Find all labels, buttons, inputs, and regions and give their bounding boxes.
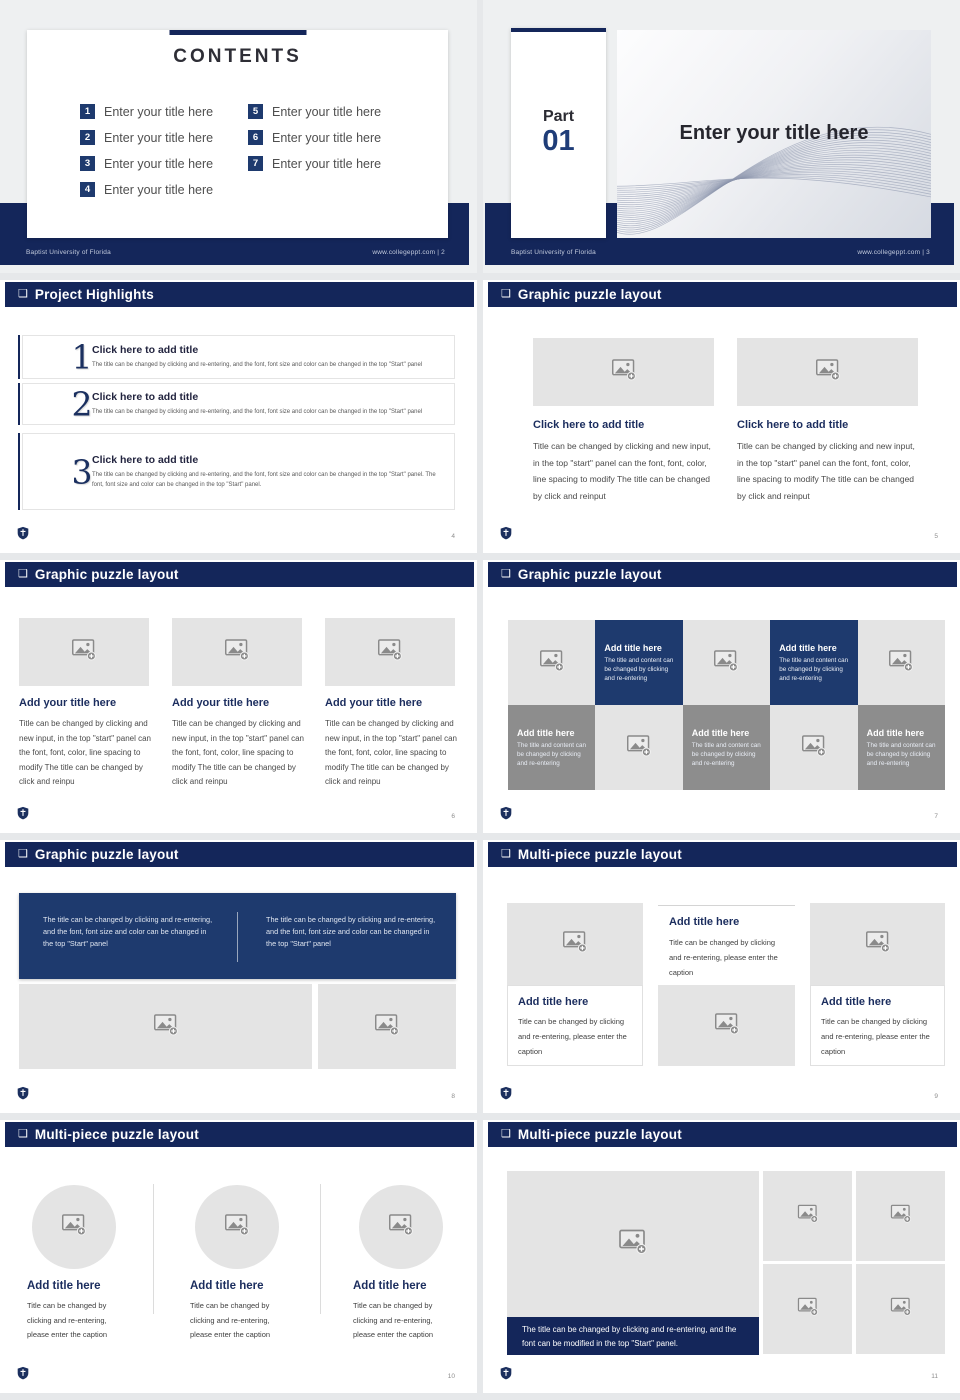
university-crest-icon	[500, 1086, 512, 1100]
separator: |	[922, 249, 925, 256]
image-placeholder-icon	[61, 1212, 87, 1242]
slide-multi-piece-cards[interactable]	[483, 840, 960, 1113]
column-body: Title can be changed by clicking and new input, in the top "start" panel can the font, font, color, line spacing to modify The title can be changed by click and reinpu	[19, 719, 151, 787]
slide-contents[interactable]	[0, 0, 477, 273]
image-placeholder-icon	[71, 637, 97, 667]
square-bullet-icon: ❑	[501, 1128, 511, 1140]
image-placeholder-icon	[374, 1012, 400, 1042]
image-placeholder-large	[507, 1171, 759, 1317]
image-placeholder-circle	[359, 1185, 443, 1269]
tile-title: Add title here	[517, 727, 575, 738]
highlight-title: Click here to add title	[92, 453, 199, 466]
slide-header-title: Multi-piece puzzle layout	[34, 1127, 199, 1142]
image-placeholder-circle	[195, 1185, 279, 1269]
slide-graphic-puzzle-three[interactable]	[0, 560, 477, 833]
tile-title: Add title here	[691, 727, 750, 738]
page-number: 8	[451, 1093, 455, 1100]
tile-body: The title and content can be changed by clicking and re-entering	[866, 741, 936, 767]
slide-header-bar	[488, 282, 957, 307]
slide-footer	[26, 249, 445, 256]
highlight-title: Click here to add title	[92, 391, 199, 403]
column-body: Title can be changed by clicking and new input, in the top "start" panel can the font, font, color, line spacing to modify The title can be changed by click and reinpu	[325, 719, 457, 787]
image-tile	[508, 620, 595, 705]
page-number: 7	[934, 813, 938, 820]
slide-header-title: Multi-piece puzzle layout	[517, 847, 682, 862]
card-caption: Title can be changed by clicking and re-entering, please enter the caption	[669, 938, 778, 977]
column-divider	[320, 1184, 321, 1314]
circle-title: Add title here	[27, 1280, 101, 1292]
slide-header-bar	[5, 842, 474, 867]
tile-body: The title and content can be changed by clicking and re-entering	[779, 656, 849, 682]
slide-project-highlights[interactable]	[0, 280, 477, 553]
separator: |	[437, 249, 440, 256]
slide-header-bar	[488, 1122, 957, 1147]
slide-header-title: Graphic puzzle layout	[517, 287, 662, 302]
image-placeholder-icon	[801, 733, 827, 763]
toc-label: Enter your title here	[272, 156, 382, 171]
image-placeholder-icon	[153, 1012, 179, 1042]
toc-label: Enter your title here	[104, 182, 214, 197]
slide-header-bar	[488, 562, 957, 587]
highlight-text	[92, 434, 454, 509]
slide-header-title: Graphic puzzle layout	[34, 847, 179, 862]
image-placeholder	[19, 984, 312, 1069]
site-url: www.collegeppt.com	[857, 249, 921, 256]
card-title: Add title here	[669, 916, 740, 928]
slide-header-title: Project Highlights	[34, 287, 154, 302]
square-bullet-icon: ❑	[501, 568, 511, 580]
toc-item	[80, 104, 213, 119]
toc-column-left	[80, 104, 213, 208]
image-placeholder-icon	[797, 1296, 819, 1322]
accent-bar	[511, 28, 606, 32]
toc-item	[80, 130, 213, 145]
toc-column-right	[248, 104, 381, 182]
page-number: 2	[441, 249, 445, 256]
highlight-text	[92, 384, 454, 424]
page-number: 11	[931, 1373, 938, 1380]
slide-graphic-puzzle-banner[interactable]	[0, 840, 477, 1113]
image-placeholder-icon	[562, 929, 588, 959]
circle-title: Add title here	[190, 1280, 264, 1292]
highlight-number: 3	[71, 452, 93, 491]
square-bullet-icon: ❑	[18, 288, 28, 300]
part-number: 01	[542, 125, 575, 157]
toc-item	[80, 182, 213, 197]
image-placeholder	[737, 338, 918, 406]
slide-graphic-puzzle-two[interactable]	[483, 280, 960, 553]
toc-number-badge: 6	[248, 130, 263, 145]
toc-item	[248, 156, 381, 171]
highlight-number: 2	[71, 384, 93, 424]
toc-item	[248, 130, 381, 145]
toc-item	[80, 156, 213, 171]
slide-header-bar	[488, 842, 957, 867]
navy-text-banner	[19, 893, 456, 979]
tile-title: Add title here	[604, 642, 662, 653]
tile-title: Add title here	[779, 642, 837, 653]
university-crest-icon	[17, 1086, 29, 1100]
caption-card	[810, 985, 945, 1066]
column-body: Title can be changed by clicking and new input, in the top "start" panel can the font, font, color, line spacing to modify The title can be changed by click and reinput	[737, 441, 915, 501]
image-placeholder	[810, 903, 945, 985]
university-name: Baptist University of Florida	[26, 249, 111, 256]
slide-header-title: Multi-piece puzzle layout	[517, 1127, 682, 1142]
circle-caption: Title can be changed by clicking and re-entering, please enter the caption	[27, 1301, 108, 1339]
page-number: 5	[934, 533, 938, 540]
cover-wave-graphic	[617, 30, 931, 238]
contents-card	[27, 30, 448, 238]
section-title: Enter your title here	[679, 122, 869, 144]
image-placeholder	[856, 1171, 945, 1261]
slide-part-01[interactable]	[483, 0, 960, 273]
page-number: 10	[447, 1373, 455, 1380]
image-placeholder	[856, 1264, 945, 1354]
image-placeholder	[763, 1171, 852, 1261]
image-placeholder-icon	[713, 648, 739, 678]
image-tile	[770, 705, 857, 790]
toc-number-badge: 4	[80, 182, 95, 197]
column-title: Add your title here	[172, 697, 270, 709]
image-placeholder-icon	[888, 648, 914, 678]
tile-body: The title and content can be changed by clicking and re-entering	[691, 741, 761, 767]
card-title: Add title here	[821, 996, 892, 1008]
image-placeholder-icon	[388, 1212, 414, 1242]
image-placeholder-icon	[890, 1296, 912, 1322]
banner-divider	[237, 912, 238, 962]
toc-number-badge: 1	[80, 104, 95, 119]
toc-label: Enter your title here	[104, 104, 214, 119]
circle-caption: Title can be changed by clicking and re-entering, please enter the caption	[353, 1301, 434, 1339]
highlight-item-2	[22, 383, 455, 425]
column-body: Title can be changed by clicking and new input, in the top "start" panel can the font, font, color, line spacing to modify The title can be changed by click and reinput	[533, 441, 711, 501]
page-number: 3	[926, 249, 930, 256]
circle-title: Add title here	[353, 1280, 427, 1292]
image-placeholder-icon	[224, 1212, 250, 1242]
toc-number-badge: 3	[80, 156, 95, 171]
page-number: 6	[451, 813, 455, 820]
university-crest-icon	[500, 526, 512, 540]
caption-bar: The title can be changed by clicking and re-entering, and the font can be modified in the top "Start" panel.	[507, 1317, 759, 1355]
slide-header-bar	[5, 282, 474, 307]
banner-text-left: The title can be changed by clicking and re-entering, and the font, font size and color can be changed in the top "Start" panel	[43, 915, 213, 948]
tile-body: The title and content can be changed by clicking and re-entering	[517, 741, 586, 767]
part-card	[511, 28, 606, 238]
site-url: www.collegeppt.com	[372, 249, 436, 256]
square-bullet-icon: ❑	[501, 288, 511, 300]
slide-multi-piece-grid[interactable]	[483, 1120, 960, 1393]
column-title: Click here to add title	[737, 419, 849, 431]
page-number: 4	[451, 533, 455, 540]
university-crest-icon	[17, 526, 29, 540]
highlight-body: The title can be changed by clicking and re-entering, and the font, font size and color can be changed in the top "Start" panel	[92, 362, 423, 368]
text-tile-gray	[858, 705, 945, 790]
university-crest-icon	[500, 1366, 512, 1380]
image-placeholder	[658, 985, 795, 1066]
site-and-page	[857, 249, 930, 256]
toc-label: Enter your title here	[272, 130, 382, 145]
highlight-item-1	[22, 335, 455, 379]
university-crest-icon	[17, 1366, 29, 1380]
image-placeholder	[172, 618, 302, 686]
tile-grid	[508, 620, 945, 790]
column-body: Title can be changed by clicking and new input, in the top "start" panel can the font, font, color, line spacing to modify The title can be changed by click and reinpu	[172, 719, 304, 787]
slide-header-title: Graphic puzzle layout	[34, 567, 179, 582]
slide-graphic-puzzle-tiles[interactable]	[483, 560, 960, 833]
university-crest-icon	[500, 806, 512, 820]
image-placeholder-icon	[377, 637, 403, 667]
card-caption: Title can be changed by clicking and re-entering, please enter the caption	[518, 1017, 627, 1056]
square-bullet-icon: ❑	[501, 848, 511, 860]
image-placeholder-icon	[626, 733, 652, 763]
image-placeholder	[19, 618, 149, 686]
toc-label: Enter your title here	[104, 130, 214, 145]
slide-header-title: Graphic puzzle layout	[517, 567, 662, 582]
text-tile-navy	[595, 620, 682, 705]
toc-number-badge: 5	[248, 104, 263, 119]
image-placeholder-icon	[890, 1203, 912, 1229]
toc-number-badge: 7	[248, 156, 263, 171]
image-placeholder-icon	[618, 1227, 648, 1261]
slide-header-bar	[5, 562, 474, 587]
university-crest-icon	[17, 806, 29, 820]
text-tile-navy	[770, 620, 857, 705]
highlight-body: The title can be changed by clicking and re-entering, and the font, font size and color can be changed in the top "Start" panel. The font, font size and color can be changed in the top "Start" panel.	[92, 471, 436, 488]
highlight-text	[92, 336, 454, 378]
site-and-page	[372, 249, 445, 256]
banner-text-right: The title can be changed by clicking and re-entering, and the font, font size and color can be changed in the top "Start" panel	[266, 915, 436, 948]
image-tile	[595, 705, 682, 790]
image-tile	[858, 620, 945, 705]
university-name: Baptist University of Florida	[511, 249, 596, 256]
card-caption: Title can be changed by clicking and re-entering, please enter the caption	[821, 1017, 930, 1056]
accent-bar	[169, 30, 306, 35]
highlight-item-3	[22, 433, 455, 510]
card-title: Add title here	[518, 996, 589, 1008]
page-number: 9	[934, 1093, 938, 1100]
toc-number-badge: 2	[80, 130, 95, 145]
highlight-title: Click here to add title	[92, 344, 199, 356]
image-placeholder-icon	[815, 357, 841, 387]
image-placeholder-icon	[714, 1011, 740, 1041]
part-label: Part	[542, 108, 575, 125]
circle-caption: Title can be changed by clicking and re-entering, please enter the caption	[190, 1301, 271, 1339]
tile-body: The title and content can be changed by clicking and re-entering	[604, 656, 674, 682]
image-placeholder-icon	[539, 648, 565, 678]
image-placeholder	[533, 338, 714, 406]
image-placeholder	[325, 618, 455, 686]
slide-header-bar	[5, 1122, 474, 1147]
image-tile	[683, 620, 770, 705]
square-bullet-icon: ❑	[18, 848, 28, 860]
toc-label: Enter your title here	[272, 104, 382, 119]
column-title: Click here to add title	[533, 419, 645, 431]
image-placeholder-circle	[32, 1185, 116, 1269]
tile-title: Add title here	[866, 727, 925, 738]
highlight-body: The title can be changed by clicking and re-entering, and the font, font size and color can be changed in the top "Start" panel	[92, 409, 423, 415]
caption-card	[507, 985, 643, 1066]
top-hairline	[658, 905, 795, 906]
column-title: Add your title here	[19, 697, 117, 709]
image-placeholder-icon	[865, 929, 891, 959]
image-placeholder	[318, 984, 456, 1069]
toc-item	[248, 104, 381, 119]
contents-title: CONTENTS	[173, 46, 302, 67]
column-title: Add your title here	[325, 697, 423, 709]
toc-label: Enter your title here	[104, 156, 214, 171]
image-placeholder	[507, 903, 643, 985]
slide-multi-piece-circles[interactable]	[0, 1120, 477, 1393]
slide-footer	[511, 249, 930, 256]
square-bullet-icon: ❑	[18, 568, 28, 580]
highlight-number: 1	[71, 337, 93, 377]
image-placeholder-icon	[224, 637, 250, 667]
image-placeholder-icon	[797, 1203, 819, 1229]
image-placeholder-icon	[611, 357, 637, 387]
square-bullet-icon: ❑	[18, 1128, 28, 1140]
text-tile-gray	[508, 705, 595, 790]
column-divider	[153, 1184, 154, 1314]
image-placeholder	[763, 1264, 852, 1354]
text-tile-gray	[683, 705, 770, 790]
